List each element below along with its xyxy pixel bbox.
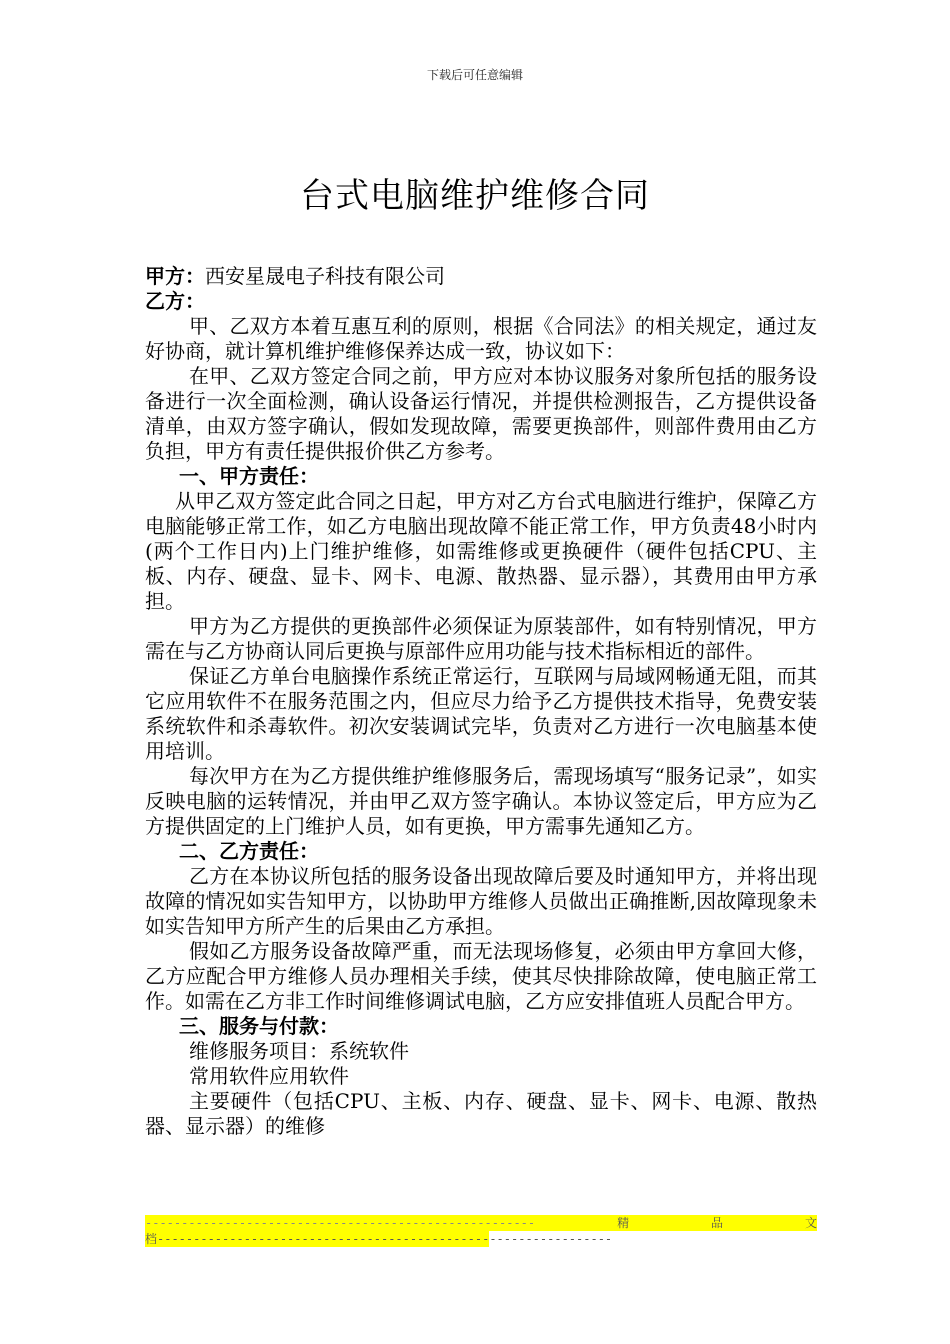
intro-paragraph-1: 甲、乙双方本着互惠互利的原则，根据《合同法》的相关规定，通过友好协商，就计算机维护维修保养达成一致，协议如下： (145, 314, 817, 363)
section-2-paragraph-2: 假如乙方服务设备故障严重，而无法现场修复，必须由甲方拿回大修，乙方应配合甲方维修人员办理相关手续，使其尽快排除故障，使电脑正常工作。如需在乙方非工作时间维修调试电脑，乙方应安排值班人员配合甲方。 (145, 939, 817, 1013)
section-3-heading: 三、服务与付款： (179, 1014, 339, 1038)
section-3-line-1: 维修服务项目：系统软件 (189, 1039, 409, 1063)
footer-char-3: 文 (804, 1216, 817, 1230)
section-1-paragraph-2: 甲方为乙方提供的更换部件必须保证为原装部件，如有特别情况，甲方需在与乙方协商认同后更换与原部件应用功能与技术指标相近的部件。 (145, 614, 817, 663)
section-3-paragraph: 主要硬件（包括CPU、主板、内存、硬盘、显卡、网卡、电源、散热器、显示器）的维修 (145, 1089, 817, 1138)
footer-dashes: ------------------------------------------------------ (145, 1216, 536, 1230)
footer-line-2-wrap (145, 1231, 817, 1247)
section-3-line-2: 常用软件应用软件 (189, 1064, 349, 1088)
section-1-paragraph-1: 从甲乙双方签定此合同之日起，甲方对乙方台式电脑进行维护，保障乙方电脑能够正常工作，如乙方电脑出现故障不能正常工作，甲方负责48小时内(两个工作日内)上门维护维修，如需维修或更换硬件（硬件包括CPU、主板、内存、硬盘、显卡、网卡、电源、散热器、显示器），其费用由甲方承担。 (145, 489, 817, 613)
section-1-paragraph-4: 每次甲方在为乙方提供维护维修服务后，需现场填写“服务记录”，如实反映电脑的运转情况，并由甲乙双方签字确认。本协议签定后，甲方应为乙方提供固定的上门维护人员，如有更换，甲方需事先通知乙方。 (145, 764, 817, 838)
party-a-value: 西安星晟电子科技有限公司 (205, 264, 445, 288)
footer-char-2: 品 (711, 1216, 724, 1230)
party-b-line (145, 289, 817, 314)
party-a-line (145, 264, 817, 289)
footer-line-1 (145, 1215, 817, 1231)
footer-char-1: 精 (617, 1216, 630, 1230)
document-body (145, 264, 817, 1139)
section-1-paragraph-3: 保证乙方单台电脑操作系统正常运行，互联网与局域网畅通无阻，而其它应用软件不在服务范围之内，但应尽力给予乙方提供技术指导，免费安装系统软件和杀毒软件。初次安装调试完毕，负责对乙方进行一次电脑基本使用培训。 (145, 664, 817, 763)
document-title: 台式电脑维护维修合同 (300, 176, 650, 216)
party-a-label: 甲方： (145, 264, 205, 288)
section-1-heading: 一、甲方责任： (179, 464, 319, 488)
section-2-paragraph-1: 乙方在本协议所包括的服务设备出现故障后要及时通知甲方，并将出现故障的情况如实告知甲方，以协助甲方维修人员做出正确推断,因故障现象未如实告知甲方所产生的后果由乙方承担。 (145, 864, 817, 938)
footer-line-2: 档--------------------------------------------------------------- (145, 1232, 613, 1246)
party-b-label: 乙方： (145, 289, 205, 313)
header-note: 下载后可任意编辑 (426, 68, 523, 82)
section-2-heading: 二、乙方责任： (179, 839, 319, 863)
intro-paragraph-2: 在甲、乙双方签定合同之前，甲方应对本协议服务对象所包括的服务设备进行一次全面检测，确认设备运行情况，并提供检测报告，乙方提供设备清单，由双方签字确认，假如发现故障，需要更换部件，则部件费用由乙方负担，甲方有责任提供报价供乙方参考。 (145, 364, 817, 463)
footer-watermark (145, 1215, 817, 1247)
